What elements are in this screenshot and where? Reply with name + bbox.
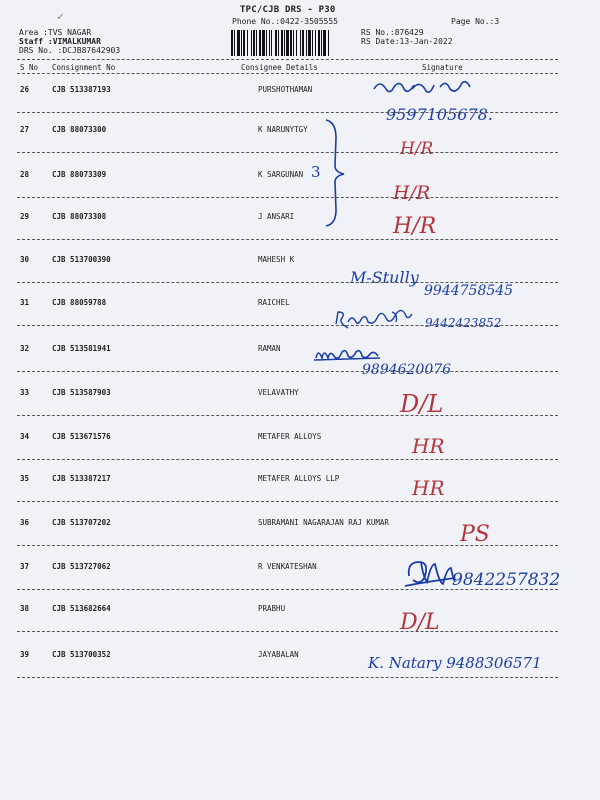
table-row	[0, 474, 600, 518]
consignee-name: K NARUNYTGY	[258, 125, 308, 134]
serial-number: 27	[20, 125, 30, 134]
consignee-name: R VENKATESHAN	[258, 562, 317, 571]
serial-number: 30	[20, 255, 30, 264]
table-row	[0, 344, 600, 388]
column-header-signature: Signature	[422, 63, 463, 72]
divider	[17, 325, 558, 326]
serial-number: 33	[20, 388, 30, 397]
serial-number: 37	[20, 562, 30, 571]
serial-number: 35	[20, 474, 30, 483]
divider	[17, 459, 558, 460]
signature: H/R	[400, 139, 434, 159]
divider	[17, 112, 558, 113]
serial-number: 38	[20, 604, 30, 613]
column-header-consignee: Consignee Details	[241, 63, 318, 72]
table-row	[0, 85, 600, 129]
consignee-name: METAFER ALLOYS LLP	[258, 474, 340, 483]
handwritten-scribble	[332, 308, 427, 330]
consignment-number: CJB 513727062	[52, 562, 111, 571]
consignment-number: CJB 513682664	[52, 604, 111, 613]
consignee-name: J ANSARI	[258, 212, 295, 221]
consignee-name: RAICHEL	[258, 298, 290, 307]
consignment-number: CJB 88059788	[52, 298, 107, 307]
divider	[17, 282, 558, 283]
serial-number: 26	[20, 85, 30, 94]
divider	[17, 197, 558, 198]
consignee-name: RAMAN	[258, 344, 281, 353]
table-row	[0, 650, 600, 694]
column-header-consignment: Consignment No	[52, 63, 116, 72]
consignment-number: CJB 513387193	[52, 85, 111, 94]
phone-number: Phone No.:0422-3505555	[232, 17, 338, 26]
consignment-number: CJB 513700390	[52, 255, 111, 264]
signature: M-Stully 9944758545	[350, 268, 514, 299]
bracket-mark	[322, 118, 348, 228]
table-row	[0, 388, 600, 432]
divider	[17, 73, 558, 74]
table-row	[0, 125, 600, 169]
rs-date: RS Date:13-Jan-2022	[361, 37, 453, 46]
page-number: Page No.:3	[451, 17, 500, 26]
consignment-number: CJB 513587903	[52, 388, 111, 397]
table-row	[0, 255, 600, 299]
table-row	[0, 170, 600, 214]
table-row	[0, 604, 600, 648]
consignee-name: VELAVATHY	[258, 388, 299, 397]
consignment-number: CJB 513700352	[52, 650, 111, 659]
consignment-number: CJB 88073309	[52, 170, 107, 179]
serial-number: 34	[20, 432, 30, 441]
tick-mark-icon: ✓	[57, 10, 64, 23]
signature: D/L	[400, 390, 444, 418]
consignee-name: PRABHU	[258, 604, 286, 613]
divider	[17, 239, 558, 240]
consignee-name: PURSHOTHAMAN	[258, 85, 313, 94]
signature: K. Natary 9488306571	[368, 654, 542, 672]
table-row	[0, 432, 600, 476]
serial-number: 36	[20, 518, 30, 527]
consignee-name: METAFER ALLOYS	[258, 432, 322, 441]
consignee-name: MAHESH K	[258, 255, 295, 264]
signature: H/R	[393, 214, 437, 239]
signature: PS	[460, 522, 490, 547]
divider	[17, 501, 558, 502]
consignee-name: SUBRAMANI NAGARAJAN RAJ KUMAR	[258, 518, 389, 527]
handwritten-scribble	[370, 77, 480, 97]
divider	[17, 371, 558, 372]
group-count-mark: 3	[311, 163, 321, 181]
rs-number: RS No.:876429	[361, 28, 424, 37]
barcode-icon	[230, 30, 356, 56]
table-row	[0, 518, 600, 562]
drs-number: DRS No. :DCJB87642903	[19, 46, 121, 55]
divider	[17, 152, 558, 153]
staff-label: Staff :VIMALKUMAR	[19, 37, 101, 46]
divider	[17, 545, 558, 546]
consignment-number: CJB 88073300	[52, 125, 107, 134]
sheet-title: TPC/CJB DRS - P30	[240, 5, 336, 15]
signature: H/R	[393, 182, 431, 204]
signature: 9597105678.	[386, 105, 493, 124]
table-row	[0, 212, 600, 256]
area-label: Area :TVS NAGAR	[19, 28, 92, 37]
consignment-number: CJB 513707202	[52, 518, 111, 527]
serial-number: 39	[20, 650, 30, 659]
divider	[17, 677, 558, 678]
consignment-number: CJB 88073308	[52, 212, 107, 221]
serial-number: 28	[20, 170, 30, 179]
signature: HR	[412, 476, 445, 500]
column-header-sno: S No	[20, 63, 39, 72]
serial-number: 29	[20, 212, 30, 221]
consignment-number: CJB 513671576	[52, 432, 111, 441]
consignee-name: K SARGUNAN	[258, 170, 304, 179]
signature: 9894620076	[362, 362, 452, 378]
signature: HR	[412, 434, 445, 458]
consignment-number: CJB 513581941	[52, 344, 111, 353]
handwritten-scribble	[403, 556, 459, 592]
table-row	[0, 298, 600, 342]
divider	[17, 415, 558, 416]
divider	[17, 59, 558, 60]
consignment-number: CJB 513387217	[52, 474, 111, 483]
table-row	[0, 562, 600, 606]
handwritten-scribble	[312, 344, 384, 364]
serial-number: 31	[20, 298, 30, 307]
signature: D/L	[400, 610, 440, 635]
serial-number: 32	[20, 344, 30, 353]
consignee-name: JAYABALAN	[258, 650, 299, 659]
signature: 9842257832	[452, 570, 561, 590]
signature: 9442423852	[425, 316, 502, 330]
divider	[17, 631, 558, 632]
divider	[17, 589, 558, 590]
